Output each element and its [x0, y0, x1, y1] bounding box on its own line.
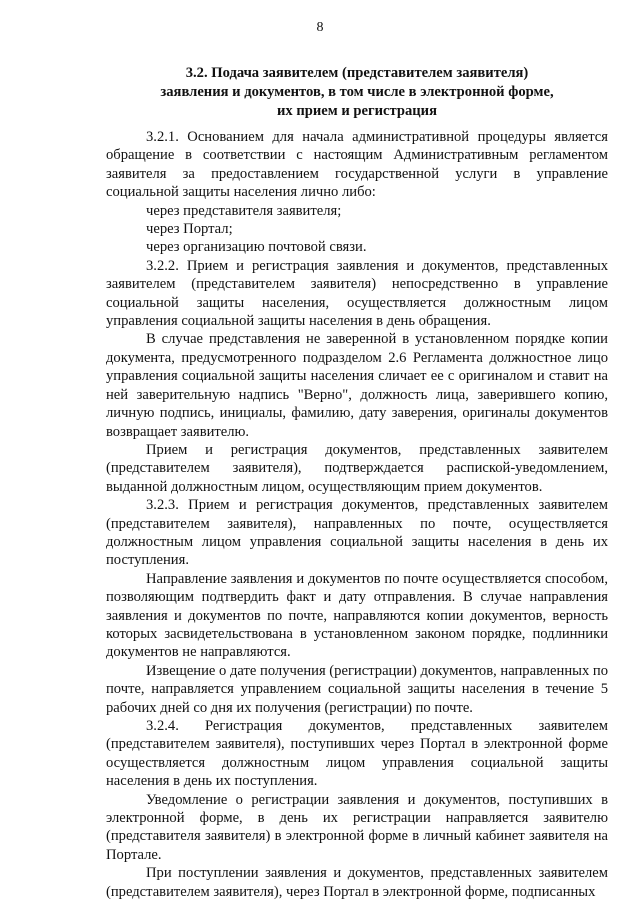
- page-number: 8: [316, 20, 324, 35]
- paragraph: Извещение о дате получения (регистрации) документов, направленных по почте, направляется управлением социальной защиты населения в течение 5 рабочих дней со дня их получения (регистрации) по почте.: [106, 662, 609, 716]
- section-heading: [106, 64, 608, 121]
- paragraph: 3.2.4. Регистрация документов, представленных заявителем (представителем заявителя), поступивших через Портал в электронной форме осуществляется должностным лицом управления социальной защиты населения в день их поступления.: [106, 718, 608, 790]
- body-text: [106, 128, 608, 901]
- list-item: через организацию почтовой связи.: [146, 239, 367, 256]
- paragraph: При поступлении заявления и документов, представленных заявителем (представителем заявителя), через Портал в электронной форме, подписанных: [106, 865, 608, 900]
- paragraph: Направление заявления и документов по почте осуществляется способом, позволяющим подтвердить факт и дату отправления. В случае направления заявления и документов по почте, направляются копии документов, верность которых засвидетельствована в установленном законом порядке, подлинники документов не направляются.: [106, 570, 608, 661]
- section-heading-line: их прием и регистрация: [277, 103, 437, 119]
- paragraph: В случае представления не заверенной в установленном порядке копии документа, предусмотренного подразделом 2.6 Регламента должностное лицо управления социальной защиты населения сличает ее с оригиналом и ставит на ней заверительную надпись "Верно", должность лица, заверившего копию, личную подпись, инициалы, фамилию, дату заверения, оригиналы документов возвращает заявителю.: [106, 331, 608, 440]
- section-heading-line: 3.2. Подача заявителем (представителем заявителя): [185, 65, 529, 81]
- paragraph: 3.2.1. Основанием для начала административной процедуры является обращение в соответствии с настоящим Административным регламентом заявителя за предоставлением государственной услуги в управление социальной защиты населения лично либо:: [106, 129, 608, 201]
- list-item: через представителя заявителя;: [146, 202, 342, 219]
- paragraph: Уведомление о регистрации заявления и документов, поступивших в электронной форме, в день их регистрации направляется заявителю (представителя заявителя) в электронной форме в личный кабинет заявителя на Портале.: [106, 791, 608, 863]
- paragraph: Прием и регистрация документов, представленных заявителем (представителем заявителя), подтверждается распиской-уведомлением, выданной должностным лицом, осуществляющим прием документов.: [106, 441, 608, 495]
- paragraph: 3.2.2. Прием и регистрация заявления и документов, представленных заявителем (представителем заявителя) непосредственно в управление социальной защиты населения, осуществляется должностным лицом управления социальной защиты населения в день обращения.: [106, 257, 608, 330]
- list-item: через Портал;: [146, 221, 233, 238]
- section-heading-line: заявления и документов, в том числе в электронной форме,: [160, 84, 554, 100]
- paragraph: 3.2.3. Прием и регистрация документов, представленных заявителем (представителем заявителя), направленных по почте, осуществляется должностным лицом управления социальной защиты населения в день их поступления.: [106, 497, 608, 569]
